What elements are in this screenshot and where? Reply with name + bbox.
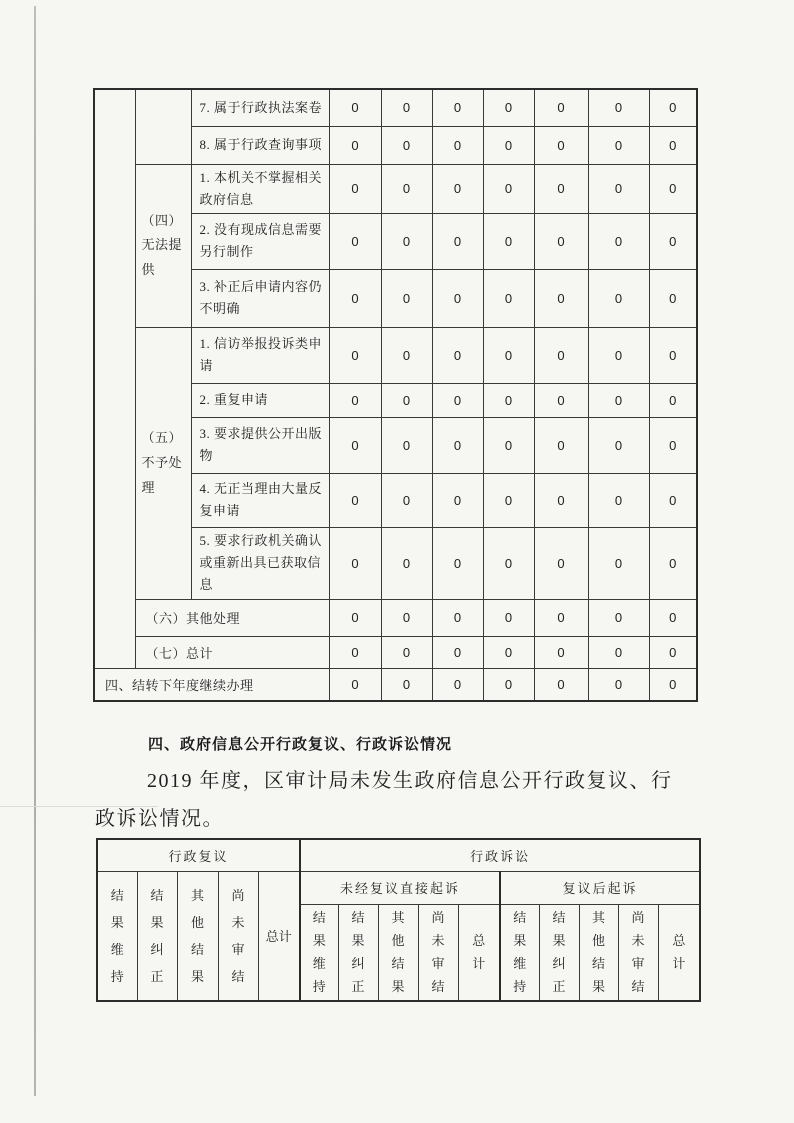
table-row bbox=[94, 89, 697, 126]
table-cell-value: 0 bbox=[381, 668, 432, 701]
table-cell-value: 0 bbox=[329, 473, 381, 527]
header-cell-total bbox=[458, 904, 500, 1001]
table-cell-value: 0 bbox=[534, 327, 588, 383]
table-cell-value: 0 bbox=[483, 417, 534, 473]
table-cell-value: 0 bbox=[483, 269, 534, 327]
table-cell-value: 0 bbox=[432, 636, 483, 668]
table-cell-value: 0 bbox=[483, 327, 534, 383]
spacer-cell bbox=[94, 89, 135, 668]
table-cell-value: 0 bbox=[534, 417, 588, 473]
table-cell-value: 0 bbox=[483, 599, 534, 636]
table-cell-value: 0 bbox=[649, 636, 697, 668]
table-row bbox=[94, 327, 697, 383]
header-cell-total: 总计 bbox=[258, 871, 300, 1001]
table-row bbox=[94, 164, 697, 213]
table-cell-value: 0 bbox=[381, 417, 432, 473]
table-cell-value: 0 bbox=[588, 383, 649, 417]
table-cell-value: 0 bbox=[432, 599, 483, 636]
header-cell bbox=[338, 904, 378, 1001]
table-cell-value: 0 bbox=[588, 636, 649, 668]
header-cell-after-review-suit: 复议后起诉 bbox=[500, 871, 700, 904]
table-cell-value: 0 bbox=[534, 89, 588, 126]
table-cell-value: 0 bbox=[483, 668, 534, 701]
table-header-row bbox=[97, 871, 700, 904]
table-cell-value: 0 bbox=[381, 89, 432, 126]
table-cell-value: 0 bbox=[649, 327, 697, 383]
table-cell-value: 0 bbox=[649, 527, 697, 599]
header-text: 其他结果 bbox=[190, 887, 204, 984]
table-cell-value: 0 bbox=[483, 636, 534, 668]
header-text: 结果纠正 bbox=[552, 910, 566, 995]
header-cell bbox=[579, 904, 618, 1001]
table-cell-value: 0 bbox=[588, 269, 649, 327]
row-label-cell: 7. 属于行政执法案卷 bbox=[191, 89, 329, 126]
row-label-cell: 5. 要求行政机关确认或重新出具已获取信息 bbox=[191, 527, 329, 599]
row-label-cell: 4. 无正当理由大量反复申请 bbox=[191, 473, 329, 527]
table-cell-value: 0 bbox=[329, 383, 381, 417]
table-cell-value: 0 bbox=[588, 599, 649, 636]
table-cell-value: 0 bbox=[534, 599, 588, 636]
section-heading: 四、政府信息公开行政复议、行政诉讼情况 bbox=[148, 736, 453, 753]
table-cell-value: 0 bbox=[381, 383, 432, 417]
table-cell-value: 0 bbox=[381, 327, 432, 383]
table-cell-value: 0 bbox=[588, 126, 649, 164]
header-cell bbox=[218, 871, 258, 1001]
header-text: 结果维持 bbox=[110, 887, 124, 984]
row-label-cell: 8. 属于行政查询事项 bbox=[191, 126, 329, 164]
table-cell-value: 0 bbox=[534, 527, 588, 599]
table-cell-value: 0 bbox=[432, 327, 483, 383]
row-label-cell: 2. 重复申请 bbox=[191, 383, 329, 417]
table-cell-value: 0 bbox=[483, 213, 534, 269]
table-cell-value: 0 bbox=[649, 89, 697, 126]
table-cell-value: 0 bbox=[329, 213, 381, 269]
table-cell-value: 0 bbox=[588, 164, 649, 213]
table-cell-value: 0 bbox=[649, 164, 697, 213]
table-cell-value: 0 bbox=[329, 327, 381, 383]
table-cell-value: 0 bbox=[534, 668, 588, 701]
table-cell-value: 0 bbox=[534, 269, 588, 327]
table-cell-value: 0 bbox=[432, 89, 483, 126]
table-cell-value: 0 bbox=[588, 668, 649, 701]
header-cell bbox=[137, 871, 177, 1001]
group-label-cell: （四）无法提供 bbox=[135, 164, 191, 327]
table-cell-value: 0 bbox=[588, 213, 649, 269]
table-cell-value: 0 bbox=[649, 599, 697, 636]
body-paragraph bbox=[95, 762, 705, 838]
header-text: 结果维持 bbox=[513, 910, 527, 995]
table-cell-value: 0 bbox=[534, 164, 588, 213]
table-row bbox=[94, 668, 697, 701]
table-cell-value: 0 bbox=[381, 636, 432, 668]
header-cell bbox=[539, 904, 579, 1001]
table-cell-value: 0 bbox=[483, 126, 534, 164]
header-cell bbox=[418, 904, 458, 1001]
header-cell bbox=[378, 904, 418, 1001]
table-cell-value: 0 bbox=[381, 164, 432, 213]
table-cell-value: 0 bbox=[381, 213, 432, 269]
table-cell-value: 0 bbox=[329, 417, 381, 473]
paragraph-line: 政诉讼情况。 bbox=[95, 808, 224, 830]
table-cell-value: 0 bbox=[649, 417, 697, 473]
table-cell-value: 0 bbox=[381, 527, 432, 599]
table-header-row bbox=[97, 839, 700, 871]
table-cell-value: 0 bbox=[534, 213, 588, 269]
table-cell-value: 0 bbox=[588, 527, 649, 599]
header-text: 结果纠正 bbox=[351, 910, 365, 995]
table-cell-value: 0 bbox=[381, 599, 432, 636]
header-text: 其他结果 bbox=[391, 910, 405, 995]
table-cell-value: 0 bbox=[329, 599, 381, 636]
table-cell-value: 0 bbox=[432, 668, 483, 701]
table-cell-value: 0 bbox=[649, 213, 697, 269]
table-cell-value: 0 bbox=[649, 383, 697, 417]
table-cell-value: 0 bbox=[329, 269, 381, 327]
header-text: 结果维持 bbox=[312, 910, 326, 995]
table-cell-value: 0 bbox=[432, 417, 483, 473]
table-cell-value: 0 bbox=[432, 164, 483, 213]
group-label-cell: （五）不予处理 bbox=[135, 327, 191, 599]
table-cell-value: 0 bbox=[432, 473, 483, 527]
table-cell-value: 0 bbox=[588, 417, 649, 473]
table-cell-value: 0 bbox=[432, 383, 483, 417]
row-label-cell: 四、结转下年度继续办理 bbox=[94, 668, 329, 701]
header-text: 其他结果 bbox=[592, 910, 606, 995]
table-cell-value: 0 bbox=[588, 89, 649, 126]
table-cell-value: 0 bbox=[329, 527, 381, 599]
table-cell-value: 0 bbox=[534, 383, 588, 417]
review-litigation-table bbox=[96, 838, 701, 1002]
table-cell-value: 0 bbox=[329, 89, 381, 126]
table-cell-value: 0 bbox=[432, 269, 483, 327]
header-text: 尚未审结 bbox=[631, 910, 645, 995]
table-cell-value: 0 bbox=[649, 473, 697, 527]
table-row bbox=[94, 636, 697, 668]
header-text: 尚未审结 bbox=[431, 910, 445, 995]
spacer-cell bbox=[135, 89, 191, 164]
row-label-cell: 1. 本机关不掌握相关政府信息 bbox=[191, 164, 329, 213]
table-cell-value: 0 bbox=[432, 213, 483, 269]
table-cell-value: 0 bbox=[329, 636, 381, 668]
table-cell-value: 0 bbox=[649, 668, 697, 701]
paper-fold-line bbox=[34, 6, 36, 1096]
header-text: 结果纠正 bbox=[150, 887, 164, 984]
table-cell-value: 0 bbox=[483, 527, 534, 599]
table-cell-value: 0 bbox=[432, 527, 483, 599]
table-cell-value: 0 bbox=[534, 473, 588, 527]
paragraph-line: 2019 年度，区审计局未发生政府信息公开行政复议、行 bbox=[147, 770, 673, 792]
header-cell bbox=[500, 904, 539, 1001]
table-cell-value: 0 bbox=[534, 126, 588, 164]
table-cell-value: 0 bbox=[588, 473, 649, 527]
table-cell-value: 0 bbox=[381, 269, 432, 327]
header-text: 总计 bbox=[472, 933, 486, 972]
header-text: 尚未审结 bbox=[231, 887, 245, 984]
table-row bbox=[94, 599, 697, 636]
header-cell-total bbox=[658, 904, 700, 1001]
table-cell-value: 0 bbox=[588, 327, 649, 383]
row-label-cell: 3. 要求提供公开出版物 bbox=[191, 417, 329, 473]
table-cell-value: 0 bbox=[329, 126, 381, 164]
header-cell bbox=[618, 904, 658, 1001]
header-cell-litigation: 行政诉讼 bbox=[300, 839, 700, 871]
table-cell-value: 0 bbox=[432, 126, 483, 164]
table-cell-value: 0 bbox=[649, 126, 697, 164]
table-cell-value: 0 bbox=[534, 636, 588, 668]
header-cell-direct-suit: 未经复议直接起诉 bbox=[300, 871, 500, 904]
table-cell-value: 0 bbox=[649, 269, 697, 327]
table-cell-value: 0 bbox=[381, 473, 432, 527]
table-cell-value: 0 bbox=[483, 473, 534, 527]
header-cell bbox=[97, 871, 137, 1001]
row-label-cell: 2. 没有现成信息需要另行制作 bbox=[191, 213, 329, 269]
table-cell-value: 0 bbox=[483, 164, 534, 213]
row-label-cell: （六）其他处理 bbox=[135, 599, 329, 636]
table-cell-value: 0 bbox=[329, 668, 381, 701]
table-cell-value: 0 bbox=[329, 164, 381, 213]
row-label-cell: 3. 补正后申请内容仍不明确 bbox=[191, 269, 329, 327]
table-cell-value: 0 bbox=[381, 126, 432, 164]
table-cell-value: 0 bbox=[483, 89, 534, 126]
header-cell-review: 行政复议 bbox=[97, 839, 300, 871]
row-label-cell: （七）总计 bbox=[135, 636, 329, 668]
header-text: 总计 bbox=[672, 933, 686, 972]
header-cell bbox=[177, 871, 218, 1001]
row-label-cell: 1. 信访举报投诉类申请 bbox=[191, 327, 329, 383]
disclosure-statistics-table bbox=[93, 88, 698, 702]
table-cell-value: 0 bbox=[483, 383, 534, 417]
header-cell bbox=[300, 904, 338, 1001]
